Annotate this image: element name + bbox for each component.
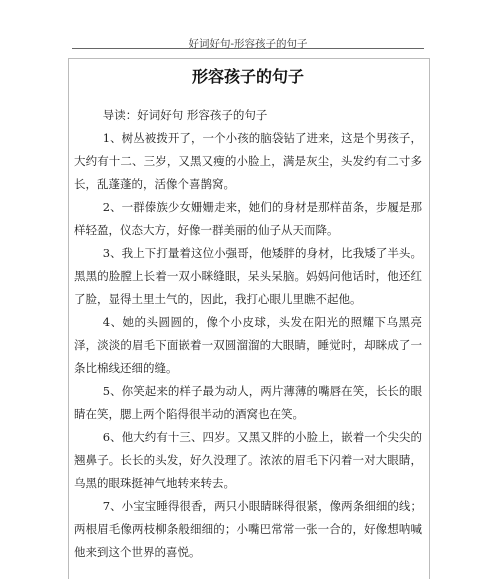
paragraph-2: 2、一群傣族少女姗姗走来，她们的身材是那样苗条，步履是那样轻盈，仪态大方，好像一群美丽的仙子从天而降。 — [74, 200, 422, 237]
paragraph-3: 3、我上下打量着这位小强哥，他矮胖的身材，比我矮了半头。黑黑的脸膛上长着一双小眯缝眼，呆头呆脑。妈妈问他话时，他还红了脸，显得土里土气的，因此，我打心眼儿里瞧不起他。 — [74, 246, 422, 306]
document-body — [74, 104, 422, 564]
paragraph-5: 5、你笑起来的样子最为动人，两片薄薄的嘴唇在笑，长长的眼睛在笑，腮上两个陷得很半动的酒窝也在笑。 — [74, 384, 422, 421]
intro-paragraph: 导读：好词好句 形容孩子的句子 — [102, 108, 268, 122]
page-header: 好词好句-形容孩子的句子 — [188, 38, 308, 50]
paragraph-4: 4、她的头圆圆的，像个小皮球，头发在阳光的照耀下乌黑亮泽，淡淡的眉毛下面嵌着一双圆溜溜的大眼睛，睡觉时，却眯成了一条比棉线还细的缝。 — [74, 315, 422, 375]
paragraph-7: 7、小宝宝睡得很香，两只小眼睛眯得很紧，像两条细细的线；两根眉毛像两枝柳条般细细的；小嘴巴常常一张一合的，好像想呐喊他来到这个世界的喜悦。 — [74, 499, 422, 559]
header-rule — [72, 48, 424, 49]
paragraph-1: 1、树丛被拨开了，一个小孩的脑袋钻了进来，这是个男孩子，大约有十二、三岁，又黑又瘦的小脸上，满是灰尘，头发约有二寸多长，乱蓬蓬的，活像个喜鹊窝。 — [74, 131, 422, 191]
document-title: 形容孩子的句子 — [191, 67, 304, 86]
paragraph-6: 6、他大约有十三、四岁。又黑又胖的小脸上，嵌着一个尖尖的翘鼻子。长长的头发，好久没理了。浓浓的眉毛下闪着一对大眼睛，乌黑的眼珠挺神气地转来转去。 — [74, 430, 422, 490]
